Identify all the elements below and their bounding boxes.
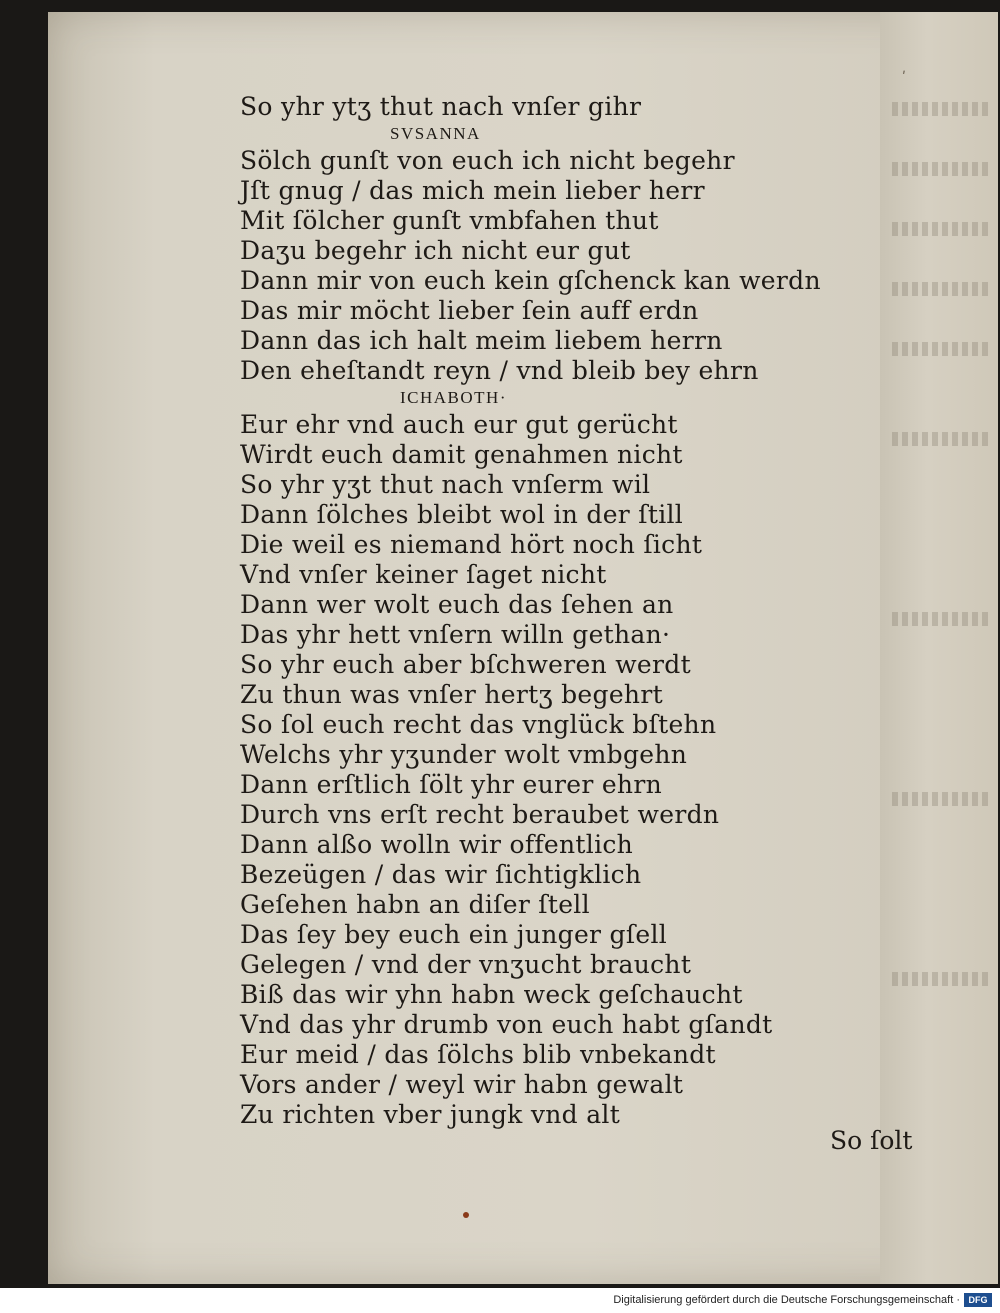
verse-line: So yhr ytʒ thut nach vnſer gihr (240, 92, 642, 121)
verse-line: So yhr yʒt thut nach vnſerm wil (240, 470, 651, 499)
verse-line: Die weil es niemand hört noch ſicht (240, 530, 703, 559)
verse-line: Eur ehr vnd auch eur gut gerücht (240, 410, 678, 439)
verse-line: Sölch gunſt von euch ich nicht begehr (240, 146, 735, 175)
verse-line: Dann erſtlich ſölt yhr eurer ehrn (240, 770, 662, 799)
verse-line: Bezeügen / das wir ſichtigklich (240, 860, 642, 889)
verse-line: Durch vns erſt recht beraubet werdn (240, 800, 720, 829)
verse-line: Das yhr hett vnſern willn gethan· (240, 620, 671, 649)
speaker-heading: ICHABOTH· (400, 388, 507, 407)
verse-line: Vnd vnſer keiner ſaget nicht (240, 560, 607, 589)
dfg-logo: DFG (964, 1293, 992, 1307)
verse-line: Mit ſölcher gunſt vmbfahen thut (240, 206, 659, 235)
verse-line: Biß das wir yhn habn weck geſchaucht (240, 980, 743, 1009)
verse-line: Gelegen / vnd der vnʒucht braucht (240, 950, 692, 979)
verse-line: Wirdt euch damit genahmen nicht (240, 440, 683, 469)
ink-dot (463, 1212, 469, 1218)
catchword: So ſolt (830, 1126, 913, 1155)
verse-line: Zu richten vber jungk vnd alt (240, 1100, 621, 1129)
verse-line: Dann alßo wolln wir offentlich (240, 830, 634, 859)
margin-mark: ʹ (902, 70, 906, 86)
verse-line: Geſehen habn an diſer ſtell (240, 890, 590, 919)
footer-bar (0, 1288, 1000, 1313)
verse-line: Vnd das yhr drumb von euch habt gſandt (240, 1010, 773, 1039)
verse-line: Vors ander / weyl wir habn gewalt (240, 1070, 684, 1099)
verse-line: Das ſey bey euch ein junger gſell (240, 920, 668, 949)
verse-line: Welchs yhr yʒunder wolt vmbgehn (240, 740, 688, 769)
speaker-heading: SVSANNA (390, 124, 481, 143)
verse-line: Dann das ich halt meim liebem herrn (240, 326, 723, 355)
verse-line: Den eheſtandt reyn / vnd bleib bey ehrn (240, 356, 759, 385)
verse-line: So yhr euch aber bſchweren werdt (240, 650, 691, 679)
verse-line: Dann wer wolt euch das ſehen an (240, 590, 674, 619)
verse-text (240, 92, 840, 1130)
verse-line: Daʒu begehr ich nicht eur gut (240, 236, 631, 265)
verse-line: Das mir möcht lieber ſein auff erdn (240, 296, 699, 325)
verse-line: Zu thun was vnſer hertʒ begehrt (240, 680, 663, 709)
verse-line: Dann ſölches bleibt wol in der ſtill (240, 500, 684, 529)
facing-page-edge (880, 12, 998, 1284)
verse-line: Jſt gnug / das mich mein lieber herr (240, 176, 705, 205)
funding-credit: Digitalisierung gefördert durch die Deutsche Forschungsgemeinschaft · (613, 1294, 960, 1306)
verse-line: Eur meid / das ſölchs blib vnbekandt (240, 1040, 716, 1069)
verse-line: So ſol euch recht das vnglück bſtehn (240, 710, 717, 739)
verse-line: Dann mir von euch kein gſchenck kan werdn (240, 266, 821, 295)
